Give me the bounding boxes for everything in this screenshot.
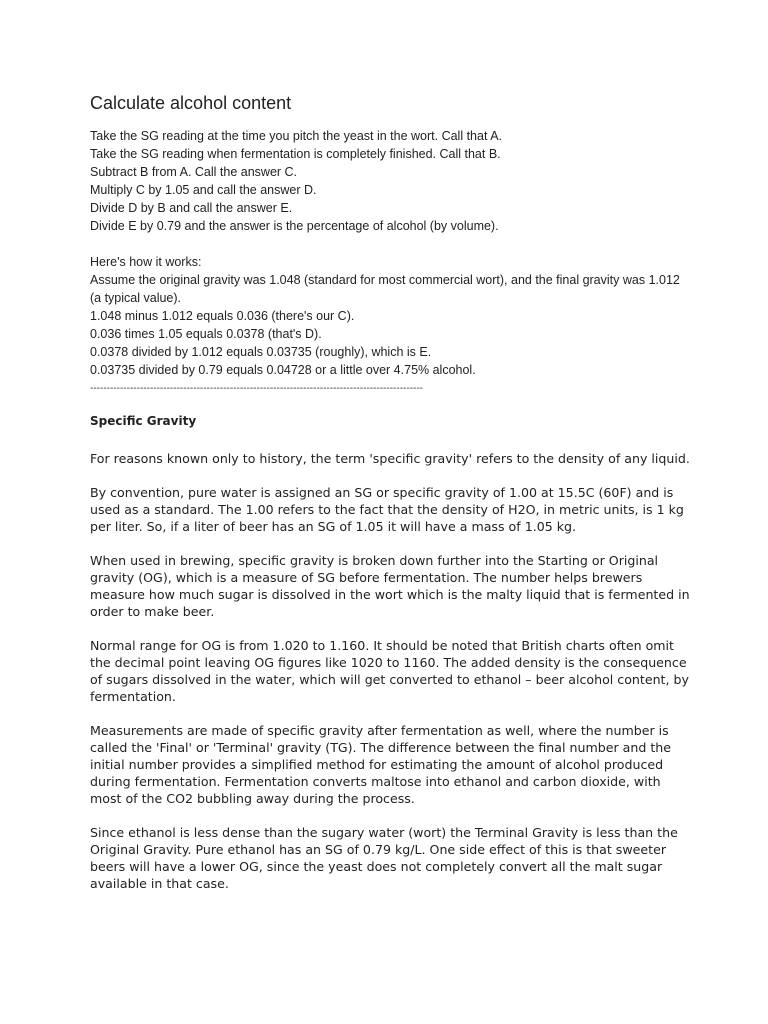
document-title: Calculate alcohol content (90, 93, 292, 113)
specific-gravity-section (90, 450, 690, 892)
paragraph: Normal range for OG is from 1.020 to 1.160. It should be noted that British charts often omit the decimal point leaving OG figures like 1020 to 1160. The added density is the consequence of sugars dissolved in the water, which will get converted to ethanol – beer alcohol content, by fermentation. (90, 638, 689, 704)
step-line: Take the SG reading at the time you pitch the yeast in the wort. Call that A. (90, 129, 503, 143)
paragraph: Measurements are made of specific gravity after fermentation as well, where the number is called the 'Final' or 'Terminal' gravity (TG). The difference between the final number and the initial number provides a simplified method for estimating the amount of alcohol produced during fermentation. Fermentation converts maltose into ethanol and carbon dioxide, with most of the CO2 bubbling away during the process. (90, 723, 671, 806)
example-line: Assume the original gravity was 1.048 (standard for most commercial wort), and the final gravity was 1.012 (a typical value). (90, 273, 680, 305)
step-line: Divide E by 0.79 and the answer is the percentage of alcohol (by volume). (90, 219, 499, 233)
step-line: Multiply C by 1.05 and call the answer D. (90, 183, 317, 197)
document-content (90, 90, 690, 909)
paragraph: By convention, pure water is assigned an SG or specific gravity of 1.00 at 15.5C (60F) and is used as a standard. The 1.00 refers to the fact that the density of H2O, in metric units, is 1 kg per liter. So, if a liter of beer has an SG of 1.05 it will have a mass of 1.05 kg. (90, 485, 684, 534)
step-line: Divide D by B and call the answer E. (90, 201, 293, 215)
example-intro: Here's how it works: (90, 255, 202, 269)
example-line: 0.036 times 1.05 equals 0.0378 (that's D). (90, 327, 322, 341)
dashed-divider: ---------------------------------------------------------------------------------------------------- (90, 383, 424, 394)
example-line: 0.0378 divided by 1.012 equals 0.03735 (roughly), which is E. (90, 345, 432, 359)
calculation-steps (90, 127, 690, 235)
paragraph: Since ethanol is less dense than the sugary water (wort) the Terminal Gravity is less than the Original Gravity. Pure ethanol has an SG of 0.79 kg/L. One side effect of this is that sweeter beers will have a lower OG, since the yeast does not completely convert all the malt sugar available in that case. (90, 825, 678, 891)
step-line: Subtract B from A. Call the answer C. (90, 165, 298, 179)
paragraph: For reasons known only to history, the term 'specific gravity' refers to the density of any liquid. (90, 451, 690, 466)
blank-line (90, 235, 690, 253)
example-line: 1.048 minus 1.012 equals 0.036 (there's our C). (90, 309, 355, 323)
worked-example (90, 253, 690, 379)
section-heading: Specific Gravity (90, 414, 197, 428)
paragraph: When used in brewing, specific gravity is broken down further into the Starting or Original gravity (OG), which is a measure of SG before fermentation. The number helps brewers measure how much sugar is dissolved in the wort which is the malty liquid that is fermented in order to make beer. (90, 553, 690, 619)
example-line: 0.03735 divided by 0.79 equals 0.04728 or a little over 4.75% alcohol. (90, 363, 476, 377)
step-line: Take the SG reading when fermentation is completely finished. Call that B. (90, 147, 501, 161)
